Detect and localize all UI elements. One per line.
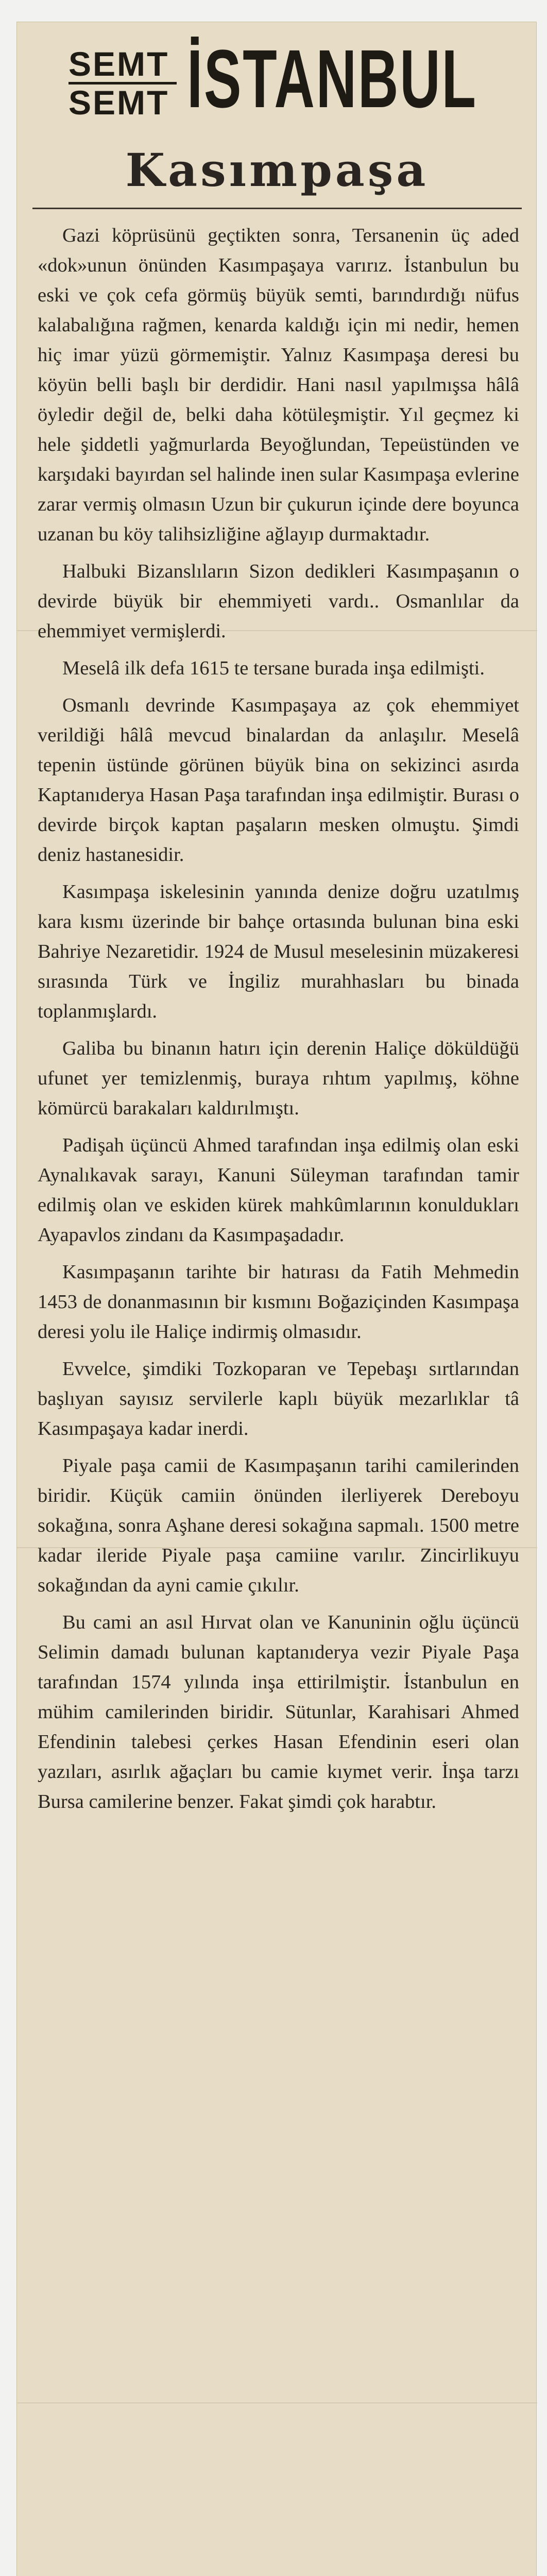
masthead (32, 32, 524, 135)
semt-semt-logo (69, 46, 177, 121)
paragraph: Padişah üçüncü Ahmed tarafından inşa edilmiş olan eski Aynalıkavak sarayı, Kanuni Süleyman tarafından tamir edilmiş olan ve eskiden kürek mahkûmlarının konuldukları Ayapavlos zindanı da Kasımpaşadadır. (38, 1134, 519, 1246)
istanbul-heading: İSTANBUL (187, 32, 477, 125)
article-body (38, 221, 519, 1824)
title-divider (32, 208, 522, 209)
semt-top: SEMT (69, 46, 177, 84)
paragraph: Kasımpaşanın tarihte bir hatırası da Fatih Mehmedin 1453 de donanmasının bir kısmını Boğaziçinden Kasımpaşa deresi yolu ile Haliçe indirmiş olmasıdır. (38, 1261, 519, 1343)
section-title: Kasımpaşa (125, 143, 429, 197)
semt-bottom: SEMT (69, 83, 169, 122)
paragraph: Halbuki Bizanslıların Sizon dedikleri Kasımpaşanın o devirde büyük bir ehemmiyeti vardı.. Osmanlılar da ehemmiyet vermişlerdi. (38, 561, 519, 642)
paragraph: Osmanlı devrinde Kasımpaşaya az çok ehemmiyet verildiği hâlâ mevcud binalardan da anlaşılır. Meselâ tepenin üstünde görünen büyük bina on sekizinci asırda Kaptanıderya Hasan Paşa tarafından inşa edilmiştir. Burası o devirde birçok kaptan paşaların mesken olmuştu. Şimdi deniz hastanesidir. (38, 694, 519, 866)
paragraph: Galiba bu binanın hatırı için derenin Haliçe döküldüğü ufunet yer temizlenmiş, buraya rıhtım yapılmış, köhne kömürcü barakaları kaldırılmıştı. (38, 1038, 519, 1119)
paragraph: Piyale paşa camii de Kasımpaşanın tarihi camilerinden biridir. Küçük camiin önünden ilerliyerek Dereboyu sokağına, sonra Aşhane deresi sokağına sapmalı. 1500 metre kadar ileride Piyale paşa camiine varılır. Zincirlikuyu sokağından da ayni camie çıkılır. (38, 1455, 519, 1596)
paragraph: Kasımpaşa iskelesinin yanında denize doğru uzatılmış kara kısmı üzerinde bir bahçe ortasında bulunan bina eski Bahriye Nezaretidir. 1924 de Musul meselesinin müzakeresi sırasında Türk ve İngiliz murahhasları bu binada toplanmışlardı. (38, 881, 519, 1022)
paragraph: Meselâ ilk defa 1615 te tersane burada inşa edilmişti. (62, 657, 485, 679)
fold-crease (17, 2402, 537, 2403)
paragraph: Evvelce, şimdiki Tozkoparan ve Tepebaşı sırtlarından başlıyan sayısız servilerle kaplı büyük mezarlıklar tâ Kasımpaşaya kadar inerdi. (38, 1358, 519, 1439)
newspaper-clipping (16, 22, 537, 2576)
paragraph: Gazi köprüsünü geçtikten sonra, Tersanenin üç aded «dok»unun önünden Kasımpaşaya varırız. İstanbulun bu eski ve çok cefa görmüş büyük semti, barındırdığı nüfus kalabalığına rağmen, kenarda kaldığı için mi nedir, hemen hiç imar yüzü görmemiştir. Yalnız Kasımpaşa deresi bu köyün belli başlı bir derdidir. Hani nasıl yapılmışsa hâlâ öyledir değil de, belki daha kötüleşmiştir. Yıl geçmez ki hele şiddetli yağmurlarda Beyoğlundan, Tepeüstünden ve karşıdaki bayırdan sel halinde inen sular Kasımpaşa evlerine zarar vermiş olmasın Uzun bir çukurun içinde dere boyunca uzanan bu köy talihsizliğine ağlayıp durmaktadır. (38, 225, 519, 545)
paragraph: Bu cami an asıl Hırvat olan ve Kanuninin oğlu üçüncü Selimin damadı bulunan kaptanıderya vezir Piyale Paşa tarafından 1574 yılında inşa ettirilmiştir. İstanbulun en mühim camilerinden biridir. Sütunlar, Karahisari Ahmed Efendinin talebesi çerkes Hasan Efendinin eseri olan yazıları, asırlık ağaçları bu camie kıymet verir. İnşa tarzı Bursa camilerine benzer. Fakat şimdi çok harabtır. (38, 1612, 519, 1812)
